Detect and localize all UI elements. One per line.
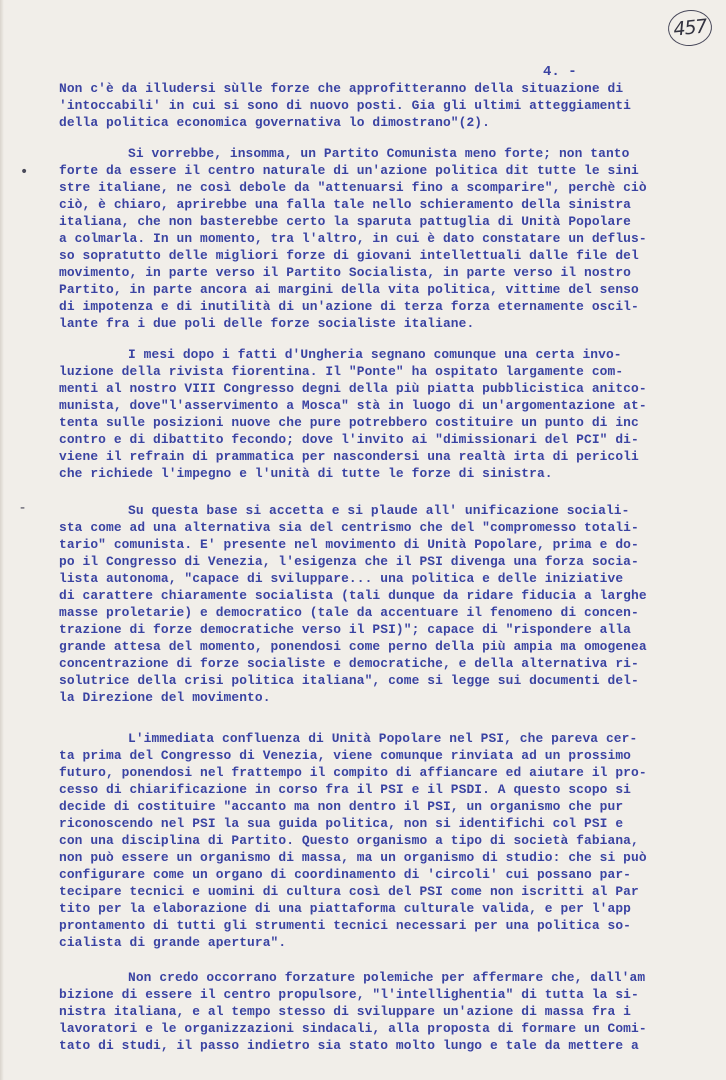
text-line: tecipare tecnici e uomini di cultura così del PSI come non iscritti al Par: [59, 884, 639, 899]
margin-dash-mark: -: [20, 500, 26, 516]
text-line: tato di studi, il passo indietro sia stato molto lungo e tale da mettere a: [59, 1038, 639, 1053]
page-edge-shadow: [0, 0, 4, 1080]
archive-page-stamp: 457: [666, 8, 714, 48]
text-line: solutrice della crisi politica italiana", come si legge sui documenti del-: [59, 673, 639, 688]
text-line: concentrazione di forze socialiste e democratiche, e della alternativa ri-: [59, 656, 639, 671]
text-line: con una disciplina di Partito. Questo organismo a tipo di società fabiana,: [59, 833, 639, 848]
text-line: Non credo occorrano forzature polemiche per affermare che, dall'am: [128, 970, 646, 985]
text-line: viene il refrain di prammatica per nascondersi una realtà irta di pericoli: [59, 449, 639, 464]
text-line: luzione della rivista fiorentina. Il "Ponte" ha ospitato largamente com-: [59, 364, 624, 379]
text-line: lante fra i due poli delle forze socialiste italiane.: [59, 316, 475, 331]
text-line: movimento, in parte verso il Partito Socialista, in parte verso il nostro: [59, 265, 632, 280]
margin-dot-mark: •: [20, 164, 29, 180]
text-line: L'immediata confluenza di Unità Popolare nel PSI, che pareva cer-: [128, 731, 638, 746]
text-line: italiana, che non basterebbe certo la sparuta pattuglia di Unità Popolare: [59, 214, 632, 229]
text-line: ta prima del Congresso di Venezia, viene comunque rinviata ad un prossimo: [59, 748, 632, 763]
text-line: cialista di grande apertura".: [59, 935, 287, 950]
text-line: Si vorrebbe, insomma, un Partito Comunista meno forte; non tanto: [128, 146, 630, 161]
page-number: 4. -: [543, 64, 577, 80]
text-line: Su questa base si accetta e si plaude all' unificazione sociali-: [128, 503, 630, 518]
text-line: di carattere chiaramente socialista (tali dunque da ridare fiducia a larghe: [59, 588, 647, 603]
text-line: configurare come un organo di coordinamento di 'circoli' cui possano par-: [59, 867, 632, 882]
text-line: munista, dove"l'asservimento a Mosca" stà in luogo di un'argomentazione at-: [59, 398, 647, 413]
text-line: di impotenza e di inutilità di un'azione di terza forza eternamente oscil-: [59, 299, 639, 314]
text-line: menti al nostro VIII Congresso degni della più piatta pubblicistica anitco-: [59, 381, 647, 396]
text-line: po il Congresso di Venezia, l'esigenza che il PSI divenga una forza socia-: [59, 554, 639, 569]
text-line: non può essere un organismo di massa, ma un organismo di studio: che si può: [59, 850, 647, 865]
text-line: contro e di dibattito fecondo; dove l'invito ai "dimissionari del PCI" di-: [59, 432, 639, 447]
text-line: cesso di chiarificazione in corso fra il PSI e il PSDI. A questo scopo si: [59, 782, 632, 797]
text-line: stre italiane, ne così debole da "attenuarsi fino a scomparire", perchè ciò: [59, 180, 647, 195]
text-line: forte da essere il centro naturale di un'azione politica dit tutte le sini: [59, 163, 639, 178]
text-line: futuro, ponendosi nel frattempo il compito di affiancare ed aiutare il pro-: [59, 765, 647, 780]
text-line: ciò, è chiaro, aprirebbe una falla tale nello schieramento della sinistra: [59, 197, 632, 212]
text-line: a colmarla. In un momento, tra l'altro, in cui è dato constatare un deflus-: [59, 231, 647, 246]
text-line: prontamento di tutti gli strumenti tecnici necessari per una politica so-: [59, 918, 632, 933]
text-line: masse proletarie) e democratico (tale da accentuare il fenomeno di concen-: [59, 605, 639, 620]
text-line: che richiede l'impegno e l'unità di tutte le forze di sinistra.: [59, 466, 553, 481]
text-line: tario" comunista. E' presente nel movimento di Unità Popolare, prima e do-: [59, 537, 639, 552]
text-line: della politica economica governativa lo dimostrano"(2).: [59, 115, 490, 130]
text-line: riconoscendo nel PSI la sua guida politica, non si identifichi col PSI e: [59, 816, 624, 831]
text-line: Non c'è da illudersi sùlle forze che approfitteranno della situazione di: [59, 81, 624, 96]
text-line: grande attesa del momento, ponendosi come perno della più ampia ma omogenea: [59, 639, 647, 654]
text-line: tenta sulle posizioni nuove che pure potrebbero costituire un punto di inc: [59, 415, 639, 430]
text-line: la Direzione del movimento.: [59, 690, 271, 705]
text-line: I mesi dopo i fatti d'Ungheria segnano comunque una certa invo-: [128, 347, 622, 362]
text-line: decide di costituire "accanto ma non dentro il PSI, un organismo che pur: [59, 799, 624, 814]
text-line: 'intoccabili' in cui si sono di nuovo posti. Gia gli ultimi atteggiamenti: [59, 98, 632, 113]
text-line: tito per la elaborazione di una piattaforma culturale valida, e per l'app: [59, 901, 632, 916]
text-line: lista autonoma, "capace di sviluppare... una politica e delle iniziative: [59, 571, 624, 586]
text-line: lavoratori e le organizzazioni sindacali, alla proposta di formare un Comi-: [59, 1021, 647, 1036]
text-line: sta come ad una alternativa sia del centrismo che del "compromesso totali-: [59, 520, 639, 535]
text-line: Partito, in parte ancora ai margini della vita politica, vittime del senso: [59, 282, 639, 297]
text-line: trazione di forze democratiche verso il PSI)"; capace di "rispondere alla: [59, 622, 632, 637]
text-line: so sopratutto delle migliori forze di giovani intellettuali dalle file del: [59, 248, 639, 263]
text-line: bizione di essere il centro propulsore, "l'intellighentia" di tutta la si-: [59, 987, 639, 1002]
text-line: nistra italiana, e al tempo stesso di sviluppare un'azione di massa fra i: [59, 1004, 632, 1019]
